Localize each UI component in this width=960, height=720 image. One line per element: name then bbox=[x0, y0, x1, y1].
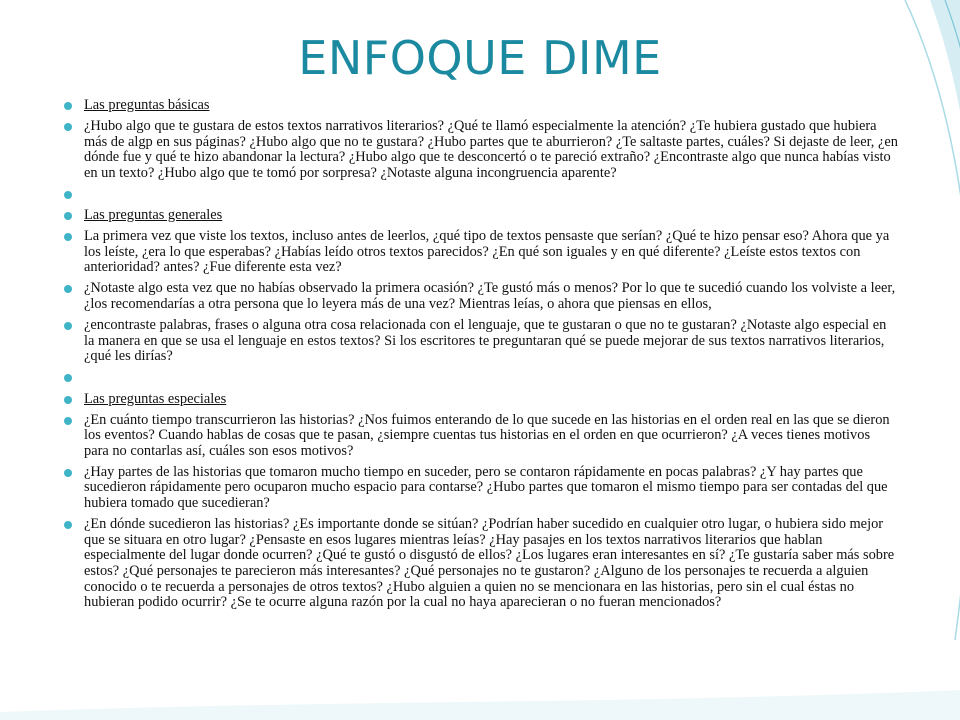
section-heading: Las preguntas especiales bbox=[84, 390, 227, 407]
slide-body bbox=[64, 98, 898, 616]
bullet-text: ¿En dónde sucedieron las historias? ¿Es importante donde se sitúan? ¿Podrían haber sucedido en cualquier otro lugar, o hubiera sido mejor que se situara en otro lugar? ¿Pensaste en esos lugares mientras leías? ¿Hay pasajes en los textos narrativos literarios que hablan especialmente del lugar donde ocurren? ¿Qué te gustó o disgustó de ellos? ¿Los lugares eran interesantes en sí? ¿Te gustaría saber más sobre estos? ¿Qué personajes te parecieron más interesantes? ¿Qué personajes no te gustaron? ¿Alguno de los personajes te recuerda a alguien conocido o te recuerda a personajes de otros textos? ¿Hubo alguien a quien no se mencionara en las historias, pero sin el cual éstas no hubieran podido ocurrir? ¿Se te ocurre alguna razón por la cual no haya aparecieran o no fueran mencionados? bbox=[84, 516, 895, 611]
bullet-dot-icon bbox=[64, 469, 72, 477]
bullet-dot-icon bbox=[64, 123, 72, 131]
bullet-dot-icon bbox=[64, 233, 72, 241]
bullet-text: ¿Hay partes de las historias que tomaron mucho tiempo en suceder, pero se contaron rápidamente en pocas palabras? ¿Y hay partes que sucedieron rápidamente pero ocuparon mucho espacio para contarse? ¿Hubo partes que tomaron el mismo tiempo para ser contadas del que hubiera tomado que sucedieran? bbox=[84, 463, 888, 512]
bullet-item bbox=[64, 187, 898, 203]
bullet-text: ¿encontraste palabras, frases o alguna otra cosa relacionada con el lenguaje, que te gustaran o que no te gustaran? ¿Notaste algo especial en la manera en que se usa el lenguaje en estos textos? Si los escritores te preguntaran qué se puede mejorar de sus textos narrativos literarios, ¿qué les dirías? bbox=[84, 317, 887, 365]
bullet-item bbox=[64, 208, 898, 224]
section-heading: Las preguntas generales bbox=[84, 207, 223, 224]
bullet-item bbox=[64, 119, 898, 181]
bullet-dot-icon bbox=[64, 396, 72, 404]
bullet-text: ¿Notaste algo esta vez que no habías observado la primera ocasión? ¿Te gustó más o menos? Por lo que te sucedió cuando los volviste a leer, ¿los recomendarías a otra persona que lo leyera más de una vez? Mientras leías, o ahora que piensas en ellos, bbox=[84, 280, 896, 313]
bullet-item bbox=[64, 465, 898, 512]
bullet-item bbox=[64, 98, 898, 114]
bullet-dot-icon bbox=[64, 374, 72, 382]
bullet-text: ¿Hubo algo que te gustara de estos textos narrativos literarios? ¿Qué te llamó especialmente la atención? ¿Te hubiera gustado que hubiera más de algp en sus páginas? ¿Hubo algo que no te gustara? ¿Hubo partes que te aburrieron? ¿Te saltaste partes, cuáles? Si dejaste de leer, ¿en dónde fue y qué te hizo abandonar la lectura? ¿Hubo algo que te desconcertó o te pareció extraño? ¿Encontraste algo que nunca habías visto en un texto? ¿Hubo algo que te tomó por sorpresa? ¿Notaste alguna incongruencia aparente? bbox=[84, 118, 898, 181]
swoosh-bottom bbox=[0, 690, 960, 720]
bullet-item bbox=[64, 229, 898, 276]
bullet-item bbox=[64, 413, 898, 460]
bullet-dot-icon bbox=[64, 417, 72, 425]
bullet-item bbox=[64, 517, 898, 611]
bullet-dot-icon bbox=[64, 212, 72, 220]
bullet-text: La primera vez que viste los textos, incluso antes de leerlos, ¿qué tipo de textos pensaste que serían? ¿Qué te hizo pensar eso? Ahora que ya los leíste, ¿era lo que esperabas? ¿Habías leído otros textos parecidos? ¿En qué son iguales y en qué diferente? ¿Leíste estos textos con anterioridad? antes? ¿Fue diferente esta vez? bbox=[84, 228, 890, 276]
bullet-dot-icon bbox=[64, 191, 72, 199]
bullet-item bbox=[64, 392, 898, 408]
bullet-list bbox=[64, 98, 898, 611]
bullet-dot-icon bbox=[64, 285, 72, 293]
bullet-dot-icon bbox=[64, 322, 72, 330]
swoosh-line-outer bbox=[905, 0, 960, 640]
section-heading: Las preguntas básicas bbox=[84, 97, 210, 113]
bullet-text: ¿En cuánto tiempo transcurrieron las historias? ¿Nos fuimos enterando de lo que sucede en las historias en el orden real en las que se dieron los eventos? Cuando hablas de cosas que te pasan, ¿siempre cuentas tus historias en el orden en que ocurrieron? ¿A veces tienes motivos para no contarlas así, cuáles son esos motivos? bbox=[84, 411, 890, 459]
bullet-dot-icon bbox=[64, 521, 72, 529]
bullet-item bbox=[64, 281, 898, 312]
bullet-dot-icon bbox=[64, 102, 72, 110]
bullet-item bbox=[64, 370, 898, 386]
slide-title: ENFOQUE DIME bbox=[298, 31, 662, 85]
bullet-item bbox=[64, 318, 898, 365]
